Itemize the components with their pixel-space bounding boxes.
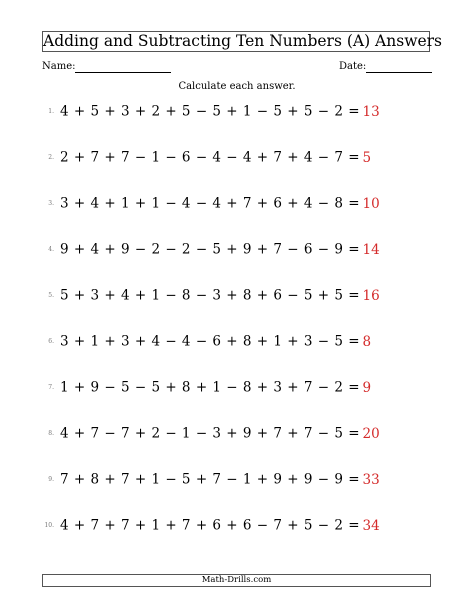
- problem-row: [34, 423, 380, 442]
- name-label: Name:: [42, 61, 76, 72]
- problem-row: [34, 469, 380, 488]
- problem-expression: 5 + 3 + 4 + 1 − 8 − 3 + 8 + 6 − 5 + 5 =: [60, 287, 360, 304]
- problem-expression: 4 + 7 + 7 + 1 + 7 + 6 + 6 − 7 + 5 − 2 =: [60, 517, 360, 534]
- instructions: Calculate each answer.: [178, 81, 296, 92]
- date-field-line[interactable]: [366, 72, 432, 73]
- problem-row: [34, 193, 380, 212]
- worksheet-title: Adding and Subtracting Ten Numbers (A) Answers: [43, 32, 442, 50]
- problem-answer: 14: [362, 241, 380, 258]
- problem-answer: 13: [362, 103, 380, 120]
- problem-expression: 3 + 4 + 1 + 1 − 4 − 4 + 7 + 6 + 4 − 8 =: [60, 195, 360, 212]
- problem-number: 8.: [48, 430, 54, 437]
- date-label: Date:: [339, 61, 367, 72]
- problem-answer: 34: [362, 517, 380, 534]
- problem-number: 1.: [48, 108, 54, 115]
- problem-expression: 2 + 7 + 7 − 1 − 6 − 4 − 4 + 7 + 4 − 7 =: [60, 149, 360, 166]
- problem-number: 5.: [48, 292, 54, 299]
- problem-row: [34, 101, 380, 120]
- problem-row: [34, 239, 380, 258]
- problem-number: 2.: [48, 154, 54, 161]
- problem-row: [34, 285, 380, 304]
- name-field-line[interactable]: [75, 72, 171, 73]
- problem-expression: 3 + 1 + 3 + 4 − 4 − 6 + 8 + 1 + 3 − 5 =: [60, 333, 360, 350]
- problem-answer: 9: [362, 379, 372, 396]
- problem-expression: 4 + 5 + 3 + 2 + 5 − 5 + 1 − 5 + 5 − 2 =: [60, 103, 360, 120]
- problem-number: 3.: [48, 200, 54, 207]
- problem-number: 10.: [44, 522, 54, 529]
- problem-answer: 33: [362, 471, 380, 488]
- problem-row: [34, 515, 380, 534]
- problem-row: [34, 147, 372, 166]
- problem-expression: 9 + 4 + 9 − 2 − 2 − 5 + 9 + 7 − 6 − 9 =: [60, 241, 360, 258]
- problem-number: 6.: [48, 338, 54, 345]
- problem-row: [34, 331, 372, 350]
- problem-number: 9.: [48, 476, 54, 483]
- problem-answer: 10: [362, 195, 380, 212]
- footer-source: Math-Drills.com: [42, 574, 431, 587]
- problem-expression: 4 + 7 − 7 + 2 − 1 − 3 + 9 + 7 + 7 − 5 =: [60, 425, 360, 442]
- problem-expression: 7 + 8 + 7 + 1 − 5 + 7 − 1 + 9 + 9 − 9 =: [60, 471, 360, 488]
- problem-answer: 5: [362, 149, 372, 166]
- problem-answer: 8: [362, 333, 372, 350]
- problem-expression: 1 + 9 − 5 − 5 + 8 + 1 − 8 + 3 + 7 − 2 =: [60, 379, 360, 396]
- problem-row: [34, 377, 372, 396]
- problem-answer: 20: [362, 425, 380, 442]
- problem-number: 4.: [48, 246, 54, 253]
- problem-number: 7.: [48, 384, 54, 391]
- problem-answer: 16: [362, 287, 380, 304]
